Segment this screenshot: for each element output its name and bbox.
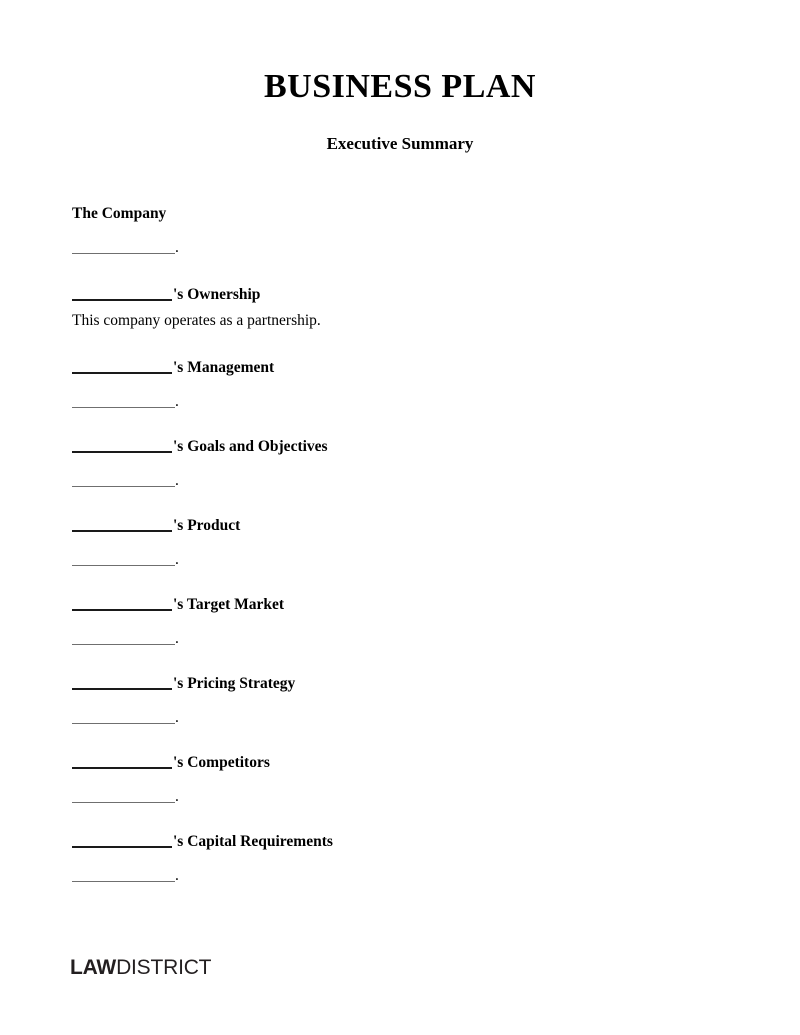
fill-in-blank[interactable] (72, 673, 172, 690)
section-heading-pricing-strategy (72, 673, 728, 694)
fill-in-blank[interactable] (72, 436, 172, 453)
page-title: BUSINESS PLAN (264, 68, 536, 105)
fill-in-blank[interactable] (72, 594, 172, 611)
section-competitors (72, 752, 728, 807)
section-heading-label: 's Ownership (173, 286, 261, 303)
logo-district-text: DISTRICT (116, 956, 212, 979)
section-body-product (72, 550, 728, 570)
section-heading-label: 's Target Market (173, 596, 285, 613)
section-body-text: . (175, 788, 179, 805)
section-body-target-market (72, 629, 728, 649)
section-body-competitors (72, 787, 728, 807)
section-heading-target-market (72, 594, 728, 615)
section-heading-the-company (72, 204, 728, 224)
section-heading-product (72, 515, 728, 536)
section-body-text: . (175, 630, 179, 647)
section-the-company (72, 204, 728, 258)
section-heading-label: 's Management (173, 359, 275, 376)
fill-in-blank[interactable] (72, 284, 172, 301)
section-heading-management (72, 357, 728, 378)
document-title-block (0, 68, 800, 154)
fill-in-blank[interactable] (72, 788, 175, 803)
section-heading-capital-requirements (72, 831, 728, 852)
fill-in-blank[interactable] (72, 393, 175, 408)
section-heading-goals-and-objectives (72, 436, 728, 457)
section-body-text: . (175, 867, 179, 884)
lawdistrict-logo (70, 957, 211, 978)
section-management (72, 357, 728, 412)
section-heading-label: 's Goals and Objectives (173, 438, 328, 455)
section-heading-label: 's Capital Requirements (173, 833, 333, 850)
section-target-market (72, 594, 728, 649)
section-body-text: . (175, 393, 179, 410)
section-body-pricing-strategy (72, 708, 728, 728)
section-heading-label: 's Pricing Strategy (173, 675, 296, 692)
section-body-text: . (175, 472, 179, 489)
fill-in-blank[interactable] (72, 709, 175, 724)
fill-in-blank[interactable] (72, 551, 175, 566)
section-heading-competitors (72, 752, 728, 773)
section-body-capital-requirements (72, 866, 728, 886)
fill-in-blank[interactable] (72, 867, 175, 882)
section-product (72, 515, 728, 570)
fill-in-blank[interactable] (72, 357, 172, 374)
section-heading-label: The Company (72, 205, 167, 222)
logo-law-text: LAW (70, 956, 117, 979)
section-body-goals-and-objectives (72, 471, 728, 491)
section-body-text: . (175, 551, 179, 568)
section-pricing-strategy (72, 673, 728, 728)
page-subtitle: Executive Summary (326, 134, 474, 154)
section-goals-and-objectives (72, 436, 728, 491)
section-body-the-company (72, 238, 728, 258)
fill-in-blank[interactable] (72, 239, 175, 254)
section-body-text: . (175, 239, 179, 256)
section-body-ownership (72, 311, 728, 331)
fill-in-blank[interactable] (72, 630, 175, 645)
section-heading-label: 's Product (173, 517, 241, 534)
section-body-text: . (175, 709, 179, 726)
fill-in-blank[interactable] (72, 472, 175, 487)
document-body (72, 204, 728, 886)
fill-in-blank[interactable] (72, 831, 172, 848)
fill-in-blank[interactable] (72, 515, 172, 532)
section-heading-label: 's Competitors (173, 754, 270, 771)
fill-in-blank[interactable] (72, 752, 172, 769)
section-body-text: This company operates as a partnership. (72, 312, 321, 329)
section-body-management (72, 392, 728, 412)
section-ownership (72, 284, 728, 331)
section-capital-requirements (72, 831, 728, 886)
section-heading-ownership (72, 284, 728, 305)
